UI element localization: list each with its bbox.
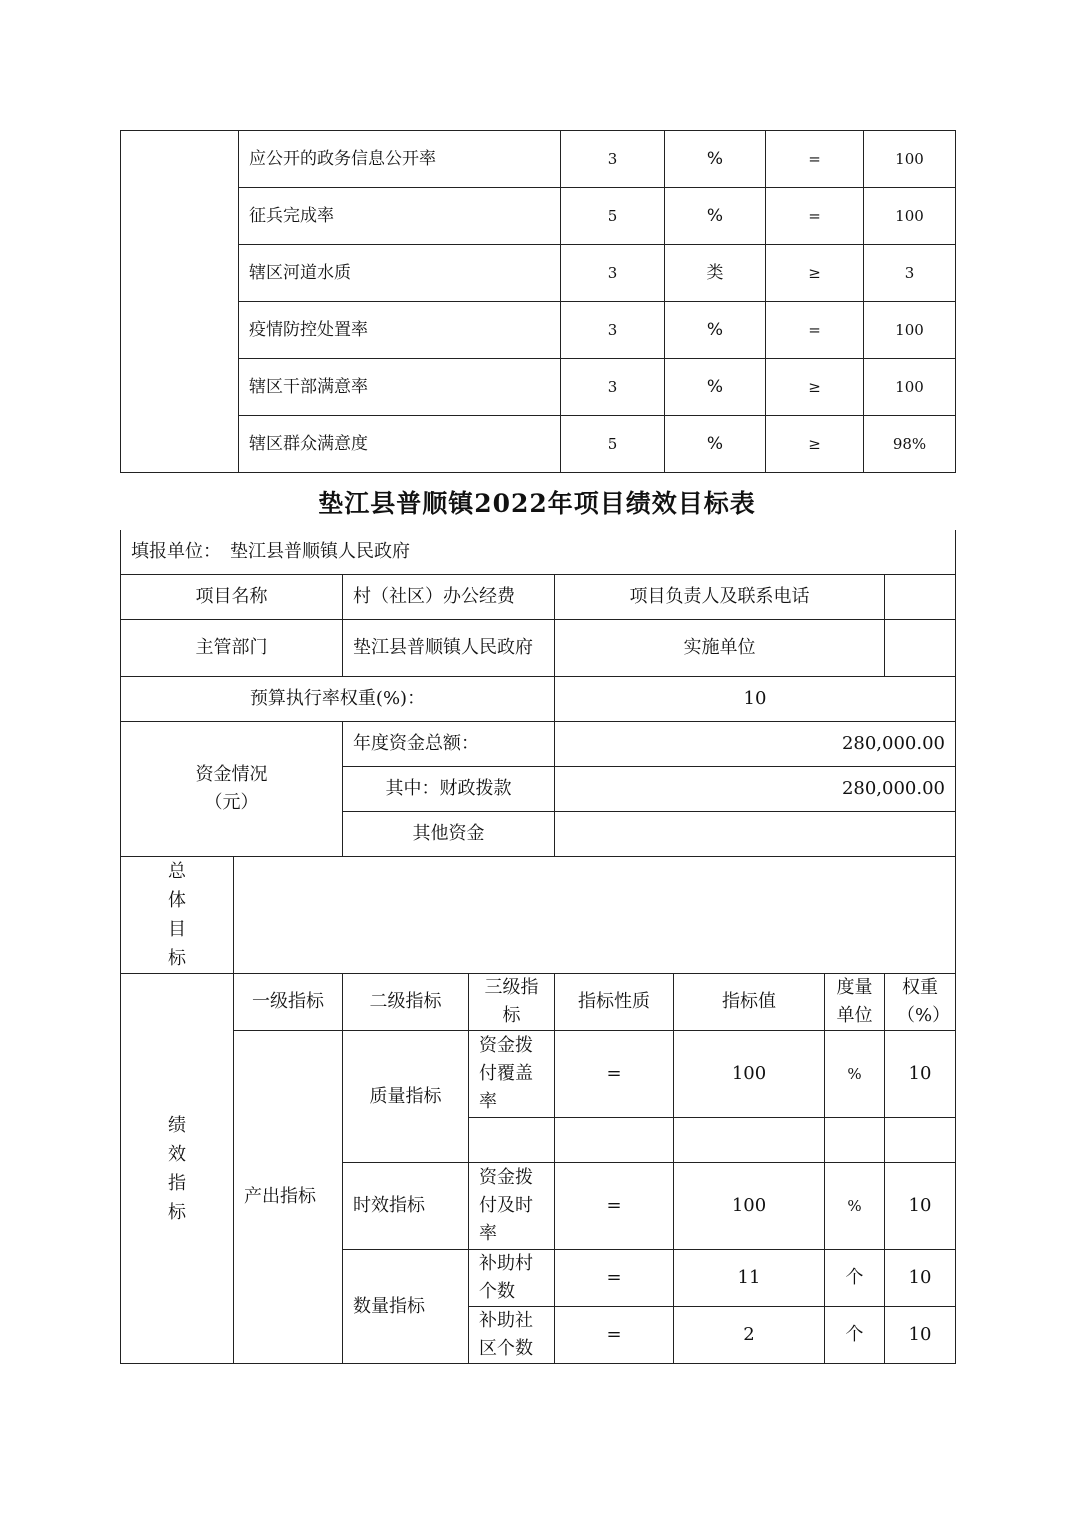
quantity-value: 2	[674, 1307, 825, 1364]
budget-weight-row	[121, 677, 956, 722]
level1-output: 产出指标	[234, 1031, 343, 1364]
timeliness-unit: %	[825, 1163, 885, 1250]
indicator-operator: =	[766, 302, 864, 359]
dept-value: 垫江县普顺镇人民政府	[343, 620, 555, 677]
table-row	[121, 245, 956, 302]
overall-goal-row	[121, 857, 956, 974]
quantity-name: 补助村个数	[469, 1250, 555, 1307]
quality-label: 质量指标	[343, 1031, 469, 1163]
quality-name: 资金拨付覆盖率	[469, 1031, 555, 1118]
indicator-operator: ≥	[766, 416, 864, 473]
page-title: 垫江县普顺镇2022年项目绩效目标表	[318, 489, 756, 518]
funds-annual-value: 280,000.00	[555, 722, 956, 767]
funds-other-value	[555, 812, 956, 857]
table-row	[121, 416, 956, 473]
indicator-unit: %	[665, 188, 766, 245]
project-name-row	[121, 575, 956, 620]
quantity-op: =	[555, 1307, 674, 1364]
indicator-name: 辖区干部满意率	[239, 359, 561, 416]
indicators-section-label: 绩效指标	[121, 974, 234, 1364]
header-weight: 权重（%）	[885, 974, 956, 1031]
indicator-name: 辖区河道水质	[239, 245, 561, 302]
quantity-weight: 10	[885, 1250, 956, 1307]
indicator-value: 100	[864, 131, 956, 188]
indicator-weight: 3	[561, 245, 665, 302]
overall-goal-content	[234, 857, 956, 974]
funds-fiscal-label: 其中：财政拨款	[343, 767, 555, 812]
indicator-operator: =	[766, 188, 864, 245]
indicator-operator: ≥	[766, 245, 864, 302]
project-name-label: 项目名称	[121, 575, 343, 620]
project-name-value: 村（社区）办公经费	[343, 575, 555, 620]
indicator-value: 100	[864, 302, 956, 359]
indicator-header-row	[121, 974, 956, 1031]
quantity-op: =	[555, 1250, 674, 1307]
timeliness-value: 100	[674, 1163, 825, 1250]
continuation-table	[120, 130, 956, 473]
funds-annual-row	[121, 722, 956, 767]
indicator-weight: 3	[561, 359, 665, 416]
header-level3: 三级指标	[469, 974, 555, 1031]
budget-weight-value: 10	[555, 677, 956, 722]
timeliness-op: =	[555, 1163, 674, 1250]
indicator-value: 100	[864, 359, 956, 416]
empty-cell	[885, 1118, 956, 1163]
header-level1: 一级指标	[234, 974, 343, 1031]
table-row	[121, 302, 956, 359]
indicator-unit: 类	[665, 245, 766, 302]
indicator-weight: 3	[561, 302, 665, 359]
impl-value	[885, 620, 956, 677]
empty-cell	[469, 1118, 555, 1163]
indicator-name: 应公开的政务信息公开率	[239, 131, 561, 188]
indicator-operator: ≥	[766, 359, 864, 416]
header-nature: 指标性质	[555, 974, 674, 1031]
empty-cell	[825, 1118, 885, 1163]
quality-unit: %	[825, 1031, 885, 1118]
indicator-unit: %	[665, 131, 766, 188]
timeliness-name: 资金拨付及时率	[469, 1163, 555, 1250]
indicator-value: 100	[864, 188, 956, 245]
impl-label: 实施单位	[555, 620, 885, 677]
quality-op: =	[555, 1031, 674, 1118]
funds-other-label: 其他资金	[343, 812, 555, 857]
table-row	[121, 188, 956, 245]
fill-unit-row	[121, 530, 956, 575]
funds-fiscal-value: 280,000.00	[555, 767, 956, 812]
contact-label: 项目负责人及联系电话	[555, 575, 885, 620]
quantity-value: 11	[674, 1250, 825, 1307]
indicator-name: 征兵完成率	[239, 188, 561, 245]
overall-goal-label: 总体目标	[121, 857, 234, 974]
dept-row	[121, 620, 956, 677]
indicator-name: 疫情防控处置率	[239, 302, 561, 359]
indicator-value: 98%	[864, 416, 956, 473]
indicator-weight: 5	[561, 416, 665, 473]
funds-label: 资金情况（元）	[121, 722, 343, 857]
timeliness-label: 时效指标	[343, 1163, 469, 1250]
quality-value: 100	[674, 1031, 825, 1118]
indicator-unit: %	[665, 416, 766, 473]
fill-unit: 填报单位： 垫江县普顺镇人民政府	[121, 530, 956, 575]
quality-row	[121, 1031, 956, 1118]
empty-cell	[674, 1118, 825, 1163]
timeliness-weight: 10	[885, 1163, 956, 1250]
quantity-unit: 个	[825, 1307, 885, 1364]
table-row	[121, 359, 956, 416]
header-level2: 二级指标	[343, 974, 469, 1031]
indicator-unit: %	[665, 359, 766, 416]
quantity-weight: 10	[885, 1307, 956, 1364]
indicator-weight: 5	[561, 188, 665, 245]
quantity-label: 数量指标	[343, 1250, 469, 1364]
performance-table	[120, 530, 956, 1364]
quality-weight: 10	[885, 1031, 956, 1118]
table-row	[121, 131, 956, 188]
blank-category-cell	[121, 131, 239, 473]
dept-label: 主管部门	[121, 620, 343, 677]
header-unit: 度量单位	[825, 974, 885, 1031]
header-value: 指标值	[674, 974, 825, 1031]
indicator-operator: =	[766, 131, 864, 188]
contact-value	[885, 575, 956, 620]
empty-cell	[555, 1118, 674, 1163]
indicator-name: 辖区群众满意度	[239, 416, 561, 473]
quantity-name: 补助社区个数	[469, 1307, 555, 1364]
funds-annual-label: 年度资金总额：	[343, 722, 555, 767]
quantity-unit: 个	[825, 1250, 885, 1307]
indicator-value: 3	[864, 245, 956, 302]
indicator-unit: %	[665, 302, 766, 359]
indicator-weight: 3	[561, 131, 665, 188]
budget-weight-label: 预算执行率权重(%)：	[121, 677, 555, 722]
